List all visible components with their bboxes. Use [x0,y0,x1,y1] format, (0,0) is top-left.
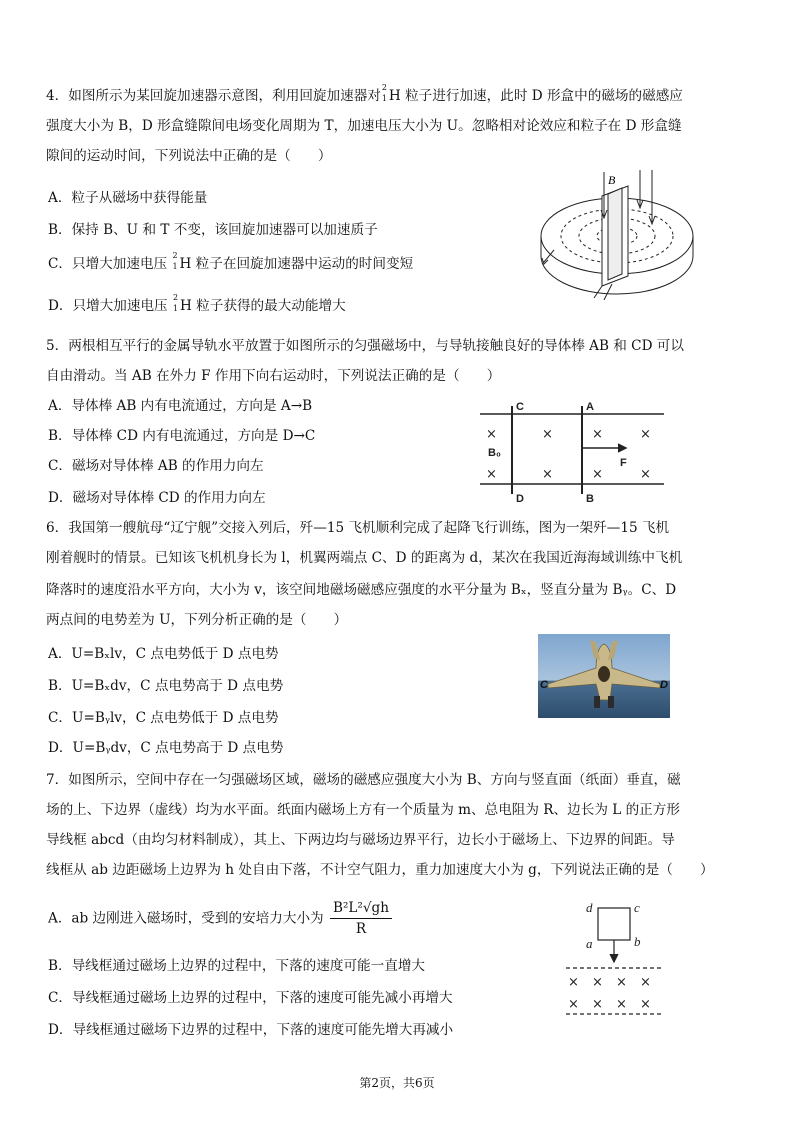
q6-line4: 两点间的电势差为 U，下列分析正确的是（ ） [46,612,348,628]
field-cross: × [568,997,579,1012]
ampere-force-fraction: $\frac{\text{B²L²√gh}}{R}$ [330,898,392,939]
cyclotron-figure [532,166,702,306]
field-cross: × [592,997,603,1012]
wing-label-c: C [540,679,548,691]
q7-option-c: C．导线框通过磁场上边界的过程中，下落的速度可能先减小再增大 [48,990,453,1006]
wing-label-d: D [660,679,668,691]
q4-option-d: D．只增大加速电压 2 1 H 粒子获得的最大动能增大 [48,293,346,314]
field-cross: × [486,467,497,482]
field-label-b: B [608,173,616,187]
page-footer: 第2页，共6页 [359,1076,435,1090]
q6-option-c: C．U=Bᵧlv，C 点电势低于 D 点电势 [48,710,279,726]
field-cross: × [542,427,553,442]
q5-line2: 自由滑动。当 AB 在外力 F 作用下向右运动时，下列说法正确的是（ ） [46,368,501,384]
q6-line2: 刚着舰时的情景。已知该飞机机身长为 l，机翼两端点 C、D 的距离为 d，某次在我国近海海域训练中飞机 [46,550,683,566]
label-f: F [620,457,627,469]
q7-line3: 导线框 abcd（由均匀材料制成），其上、下两边均与磁场边界平行，边长小于磁场上、下边界的间距。导 [46,832,675,848]
q7-option-d: D．导线框通过磁场下边界的过程中，下落的速度可能先增大再减小 [48,1022,454,1038]
q4-option-a: A．粒子从磁场中获得能量 [48,190,208,206]
q5-option-d: D．磁场对导体棒 CD 的作用力向左 [48,490,266,506]
q7-line2: 场的上、下边界（虚线）均为水平面。纸面内磁场上方有一个质量为 m、总电阻为 R、边长为 L 的正方形 [46,802,680,818]
field-cross: × [486,427,497,442]
q7-option-a: A．ab 边刚进入磁场时，受到的安培力大小为 $\frac{\text{B²L²√gh}}{R}$ [48,898,392,939]
field-cross: × [592,427,603,442]
corner-b: b [634,934,641,949]
corner-a: a [586,936,593,951]
q6-option-a: A．U=Bₓlv，C 点电势低于 D 点电势 [48,646,279,662]
label-b: B [586,493,594,504]
q7-line4: 线框从 ab 边距磁场上边界为 h 处自由下落，不计空气阻力，重力加速度大小为 g，下列说法正确的是（ ） [46,862,714,878]
square-frame-figure [560,896,670,1020]
corner-d: d [586,900,593,915]
q4-option-b: B．保持 B、U 和 T 不变，该回旋加速器可以加速质子 [48,222,378,238]
label-d: D [516,493,524,504]
field-cross: × [568,975,579,990]
field-cross: × [592,975,603,990]
jet-photo [538,634,670,718]
corner-c: c [634,900,640,915]
field-cross: × [542,467,553,482]
field-cross: × [640,975,651,990]
q6-option-d: D．U=Bᵧdv，C 点电势高于 D 点电势 [48,740,284,756]
rails-figure [474,396,674,504]
label-c: C [516,401,524,413]
q5-option-a: A．导体棒 AB 内有电流通过，方向是 A→B [48,398,313,414]
label-a: A [586,401,594,413]
q4-line1: 4．如图所示为某回旋加速器示意图，利用回旋加速器对 2 1 H 粒子进行加速，此时 D 形盒中的磁场的磁感应 [46,83,683,104]
label-b0: B₀ [488,447,501,459]
q5-option-b: B．导体棒 CD 内有电流通过，方向是 D→C [48,428,316,444]
field-cross: × [616,975,627,990]
field-cross: × [616,997,627,1012]
q6-option-b: B．U=Bₓdv，C 点电势高于 D 点电势 [48,678,284,694]
q5-option-c: C．磁场对导体棒 AB 的作用力向左 [48,458,264,474]
field-cross: × [592,467,603,482]
q6-line1: 6．我国第一艘航母“辽宁舰”交接入列后，歼—15 飞机顺利完成了起降飞行训练，图为一架歼—15 飞机 [46,520,670,536]
q7-line1: 7．如图所示，空间中存在一匀强磁场区域，磁场的磁感应强度大小为 B、方向与竖直面（纸面）垂直，磁 [46,772,681,788]
q6-line3: 降落时的速度沿水平方向，大小为 v，该空间地磁场磁感应强度的水平分量为 Bₓ，竖直分量为 Bᵧ。C、D [46,582,677,598]
field-cross: × [640,467,651,482]
field-cross: × [640,997,651,1012]
q4-option-c: C．只增大加速电压 2 1 H 粒子在回旋加速器中运动的时间变短 [48,251,414,272]
deuteron-symbol: 2 1 [381,83,387,103]
q7-option-b: B．导线框通过磁场上边界的过程中，下落的速度可能一直增大 [48,958,426,974]
field-cross: × [640,427,651,442]
q4-line2: 强度大小为 B，D 形盒缝隙间电场变化周期为 T，加速电压大小为 U。忽略相对论效应和粒子在 D 形盒缝 [46,118,682,134]
q5-line1: 5．两根相互平行的金属导轨水平放置于如图所示的匀强磁场中，与导轨接触良好的导体棒 AB 和 CD 可以 [46,338,684,354]
q4-line3: 隙间的运动时间，下列说法中正确的是（ ） [46,148,332,164]
